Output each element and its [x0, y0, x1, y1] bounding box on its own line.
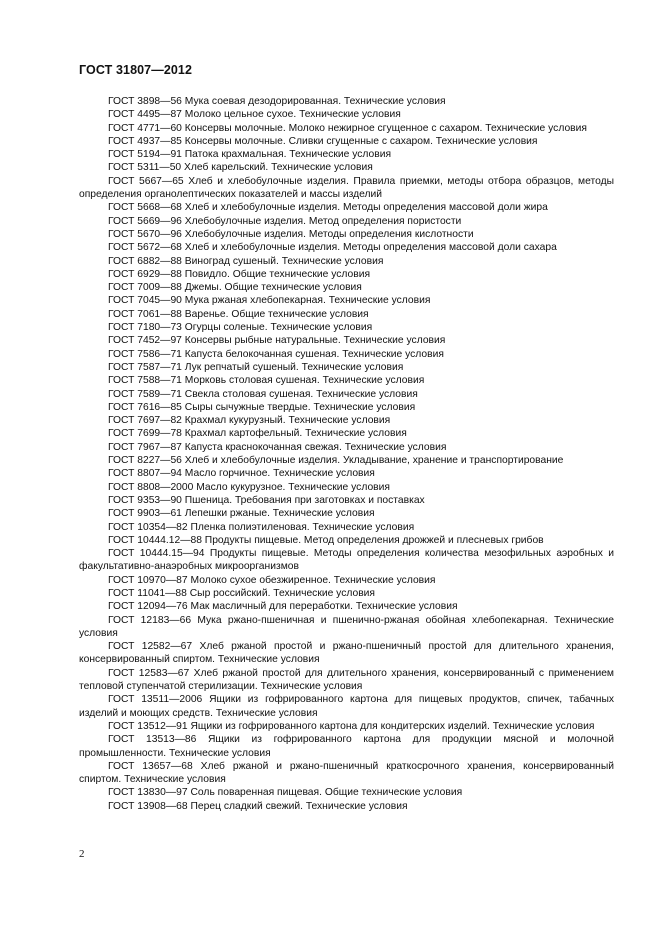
reference-item: ГОСТ 5669—96 Хлебобулочные изделия. Метод определения пористости — [108, 215, 462, 227]
reference-item: ГОСТ 13830—97 Соль поваренная пищевая. Общие технические условия — [108, 787, 463, 799]
reference-item: ГОСТ 7586—71 Капуста белокочанная сушеная. Технические условия — [108, 348, 444, 360]
reference-item: ГОСТ 13511—2006 Ящики из гофрированного картона для пищевых продуктов, спичек, табачных изделий и моющих средств. Технические условия — [79, 694, 614, 719]
reference-item: ГОСТ 8227—56 Хлеб и хлебобулочные изделия. Укладывание, хранение и транспортирование — [108, 455, 564, 467]
reference-item: ГОСТ 10444.12—88 Продукты пищевые. Метод определения дрожжей и плесневых грибов — [108, 534, 544, 546]
reference-item: ГОСТ 7061—88 Варенье. Общие технические условия — [108, 308, 369, 320]
reference-item: ГОСТ 5667—65 Хлеб и хлебобулочные изделия. Правила приемки, методы отбора образцов, методы определения органолептических показателей и массы изделий — [79, 175, 614, 201]
reference-item: ГОСТ 7616—85 Сыры сычужные твердые. Технические условия — [108, 401, 416, 413]
reference-item: ГОСТ 10354—82 Пленка полиэтиленовая. Технические условия — [108, 521, 415, 533]
reference-item: ГОСТ 7009—88 Джемы. Общие технические условия — [108, 282, 362, 294]
reference-item: ГОСТ 8807—94 Масло горчичное. Технические условия — [108, 468, 375, 480]
reference-item: ГОСТ 7045—90 Мука ржаная хлебопекарная. Технические условия — [108, 295, 431, 307]
reference-item: ГОСТ 11041—88 Сыр российский. Технические условия — [108, 587, 375, 599]
reference-item: ГОСТ 12094—76 Мак масличный для переработки. Технические условия — [108, 601, 458, 613]
reference-item: ГОСТ 7967—87 Капуста краснокочанная свежая. Технические условия — [108, 441, 447, 453]
reference-item: ГОСТ 5670—96 Хлебобулочные изделия. Методы определения кислотности — [108, 228, 474, 240]
document-header: ГОСТ 31807—2012 — [79, 63, 193, 77]
reference-item: ГОСТ 3898—56 Мука соевая дезодорированная. Технические условия — [108, 96, 446, 107]
reference-item: ГОСТ 12582—67 Хлеб ржаной простой и ржано-пшеничный простой для длительного хранения, консервированный спиртом. Технические условия — [79, 641, 614, 666]
reference-item: ГОСТ 5311—50 Хлеб карельский. Технические условия — [108, 162, 373, 174]
reference-item: ГОСТ 13512—91 Ящики из гофрированного картона для кондитерских изделий. Технические условия — [108, 720, 595, 732]
reference-item: ГОСТ 5668—68 Хлеб и хлебобулочные изделия. Методы определения массовой доли жира — [108, 202, 548, 214]
reference-item: ГОСТ 7699—78 Крахмал картофельный. Технические условия — [108, 428, 407, 440]
reference-item: ГОСТ 12183—66 Мука ржано-пшеничная и пшенично-ржаная обойная хлебопекарная. Технические условия — [79, 614, 614, 639]
reference-item: ГОСТ 6929—88 Повидло. Общие технические условия — [108, 268, 371, 280]
reference-item: ГОСТ 10970—87 Молоко сухое обезжиренное. Технические условия — [108, 574, 436, 586]
reference-item: ГОСТ 13513—86 Ящики из гофрированного картона для продукции мясной и молочной промышленности. Технические условия — [79, 734, 614, 759]
reference-item: ГОСТ 12583—67 Хлеб ржаной простой для длительного хранения, консервированный с применением тепловой ступенчатой стерилизации. Технические условия — [79, 667, 614, 693]
page-number: 2 — [79, 848, 85, 860]
reference-item: ГОСТ 9353—90 Пшеница. Требования при заготовках и поставках — [108, 494, 425, 506]
reference-item: ГОСТ 7589—71 Свекла столовая сушеная. Технические условия — [108, 388, 418, 400]
reference-item: ГОСТ 4771—60 Консервы молочные. Молоко нежирное сгущенное с сахаром. Технические условия — [108, 122, 587, 134]
reference-item: ГОСТ 7588—71 Морковь столовая сушеная. Технические условия — [108, 375, 425, 387]
reference-item: ГОСТ 5194—91 Патока крахмальная. Технические условия — [108, 149, 392, 161]
reference-item: ГОСТ 8808—2000 Масло кукурузное. Технические условия — [108, 481, 390, 493]
reference-item: ГОСТ 7587—71 Лук репчатый сушеный. Технические условия — [108, 361, 404, 373]
reference-item: ГОСТ 4937—85 Консервы молочные. Сливки сгущенные с сахаром. Технические условия — [108, 135, 538, 147]
reference-item: ГОСТ 13908—68 Перец сладкий свежий. Технические условия — [108, 800, 408, 812]
reference-item: ГОСТ 9903—61 Лепешки ржаные. Технические условия — [108, 508, 375, 520]
reference-item: ГОСТ 13657—68 Хлеб ржаной и ржано-пшеничный краткосрочного хранения, консервированный спиртом. Технические условия — [79, 760, 614, 786]
reference-item: ГОСТ 7697—82 Крахмал кукурузный. Технические условия — [108, 415, 391, 427]
reference-item: ГОСТ 10444.15—94 Продукты пищевые. Методы определения количества мезофильных аэробных и факультативно-анаэробных микроорганизмов — [79, 548, 614, 573]
reference-item: ГОСТ 6882—88 Виноград сушеный. Технические условия — [108, 255, 384, 267]
normative-references-list — [79, 95, 614, 813]
reference-item: ГОСТ 7180—73 Огурцы соленые. Технические условия — [108, 322, 373, 334]
reference-item: ГОСТ 4495—87 Молоко цельное сухое. Технические условия — [108, 109, 401, 121]
reference-item: ГОСТ 5672—68 Хлеб и хлебобулочные изделия. Методы определения массовой доли сахара — [108, 242, 557, 254]
reference-item: ГОСТ 7452—97 Консервы рыбные натуральные. Технические условия — [108, 335, 446, 347]
